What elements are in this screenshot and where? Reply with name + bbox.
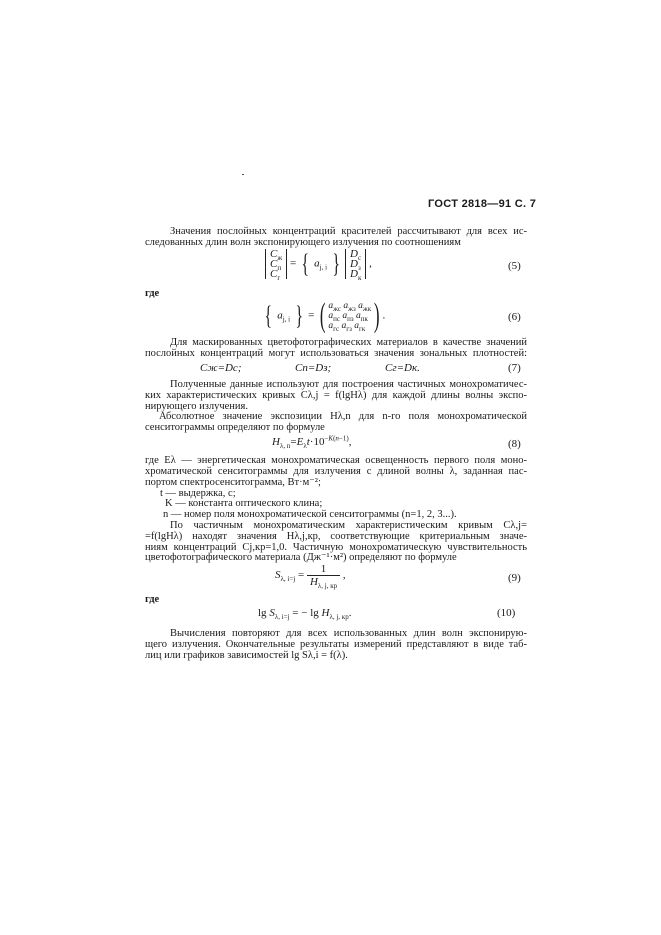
para7-line2: щего излучения. Окончательные результаты измерений представляют в виде таб-: [145, 639, 527, 650]
para6-line1: По частичным монохроматическим характеристическим кривым Cλ,j=: [170, 520, 527, 531]
eq5-number: (5): [508, 260, 521, 272]
where-label-1: где: [145, 288, 160, 299]
def-t: t — выдержка, с;: [160, 488, 236, 499]
para2-line1: Для маскированных цветофотографических материалов в качестве значений: [170, 337, 527, 348]
eq6-number: (6): [508, 311, 521, 323]
para4-line1: Абсолютное значение экспозиции Hλ,n для n-го поля монохроматической: [159, 411, 527, 422]
eq10-number: (10): [497, 607, 516, 619]
para6-line3: ниям концентраций Cj,кр=1,0. Частичную монохроматическую чувствительность: [145, 542, 527, 553]
page-header: ГОСТ 2818—91 С. 7: [428, 198, 537, 210]
para1-line1: Значения послойных концентраций красителей рассчитывают для всех ис-: [170, 226, 527, 237]
equation-6: { $a_{j, i}$ } = ( $a_{жс}$ $a_{жз}$ $a_{жк}$ $a_{пс}$ $a_{пз}$ $a_{пк}$ $a_{гс}$ $a_{гз}$ $a_{гк}$ ) .: [264, 297, 386, 334]
para1-line2: следованных длин волн экспонирующего излучения по соотношениям: [145, 237, 461, 248]
where-label-2: где: [145, 594, 160, 605]
para5-line2: хроматической сенситограммы для излучения с длиной волны λ, заданная пас-: [145, 466, 527, 477]
para5-line3: портом спектросенситограмма, Вт·м⁻²;: [145, 477, 321, 488]
para2-line2: послойных концентраций могут использоваться значения зональных плотностей:: [145, 348, 527, 359]
para3-line3: нирующего излучения.: [145, 401, 249, 412]
equation-8: $H_{\lambda, n}=E_\lambda t\cdot 10^{-K(n-1)}$,: [272, 434, 352, 451]
def-k: K — константа оптического клина;: [165, 498, 323, 509]
para5-line1: где Eλ — энергетическая монохроматическая освещенность первого поля моно-: [145, 455, 527, 466]
eq7-part1: Cж=Dc;: [200, 362, 242, 374]
eq9-number: (9): [508, 572, 521, 584]
para6-line2: =f(lgHλ) находят значения Hλ,j,кр, соответствующие критериальным значе-: [145, 531, 527, 542]
equation-5: $C_ж$ $C_п$ $C_г$ = { $a_{j, i}$ } $D_с$ $D_з$ $D_к$ ,: [265, 249, 372, 279]
para3-line1: Полученные данные используют для построения частичных монохроматичес-: [170, 379, 527, 390]
equation-10: $\lg S_{\lambda, i=j}$ = − $\lg H_{\lambda, j, кр}$.: [258, 607, 352, 622]
para6-line4: цветофотографического материала (Дж⁻¹·м²) определяют по формуле: [145, 552, 457, 563]
para7-line1: Вычисления повторяют для всех использованных длин волн экспонирую-: [170, 628, 527, 639]
eq8-number: (8): [508, 438, 521, 450]
def-n: n — номер поля монохроматической сенситограммы (n=1, 2, 3...).: [163, 509, 457, 520]
para4-line2: сенситограммы определяют по формуле: [145, 422, 325, 433]
speck: [242, 174, 244, 175]
eq7-part3: Cг=Dк.: [385, 362, 420, 374]
para3-line2: ких характеристических кривых Cλ,j = f(lgHλ) для каждой длины волны экспо-: [145, 390, 527, 401]
eq7-number: (7): [508, 362, 521, 374]
eq7-part2: Cп=Dз;: [295, 362, 332, 374]
equation-9: $S_{\lambda, i=j}$ = $\frac{1}{H_{\lambda, j, кр}}$ ,: [275, 563, 346, 591]
para7-line3: лиц или графиков зависимостей lg Sλ,i = f(λ).: [145, 650, 348, 661]
